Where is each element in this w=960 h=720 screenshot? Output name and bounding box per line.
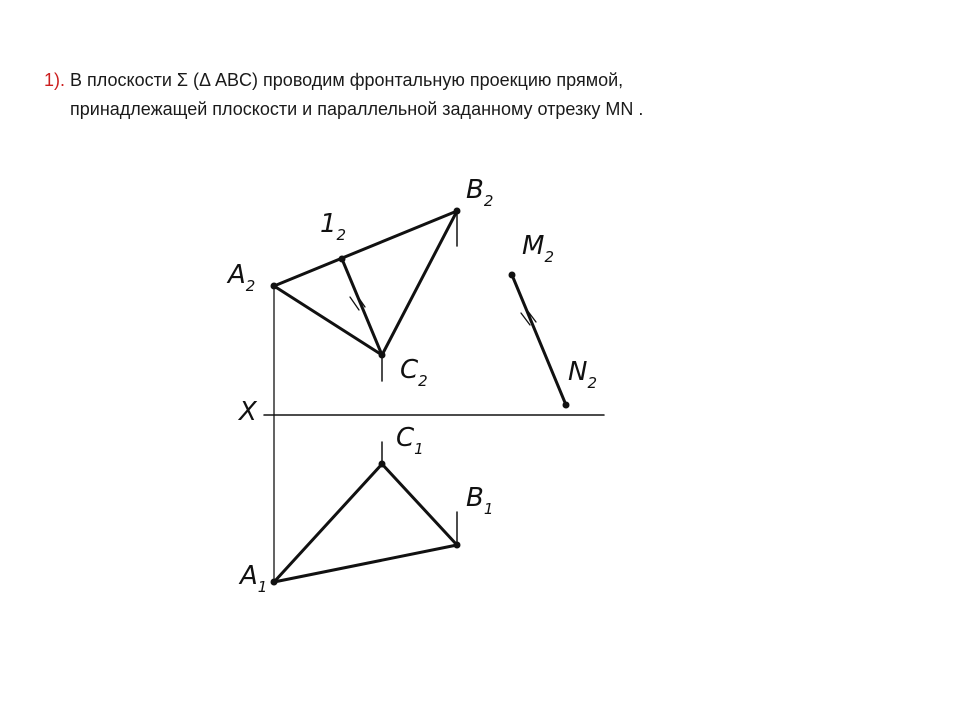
label-n2: $N_2$	[568, 357, 597, 392]
edge-a2-b2	[274, 211, 457, 286]
label-m2: $M_2$	[522, 231, 554, 266]
point-n2	[563, 402, 570, 409]
caption-line-2: принадлежащей плоскости и параллельной заданному отрезку MN .	[70, 99, 644, 119]
label-b1: $B_1$	[466, 483, 494, 518]
label-c1: $C_1$	[396, 423, 424, 458]
caption-line-1: В плоскости Σ (Δ ABC) проводим фронтальную проекцию прямой,	[70, 70, 624, 90]
label-a1: $A_1$	[240, 561, 268, 596]
point-12	[339, 256, 346, 263]
point-b2	[454, 208, 461, 215]
label-a2: $A_2$	[228, 260, 256, 295]
label-x: X	[239, 397, 257, 427]
edge-b2-c2	[382, 211, 457, 355]
edge-a2-c2	[274, 286, 382, 355]
point-a1	[271, 579, 278, 586]
point-c1	[379, 461, 386, 468]
point-b1	[454, 542, 461, 549]
segment-m2-n2	[512, 275, 566, 405]
caption-number: 1).	[44, 70, 66, 90]
point-a2	[271, 283, 278, 290]
edge-c1-b1	[382, 464, 457, 545]
label-b2: $B_2$	[466, 175, 494, 210]
label-12: $1_2$	[320, 209, 347, 244]
point-m2	[509, 272, 516, 279]
point-c2	[379, 352, 386, 359]
label-c2: $C_2$	[400, 355, 428, 390]
